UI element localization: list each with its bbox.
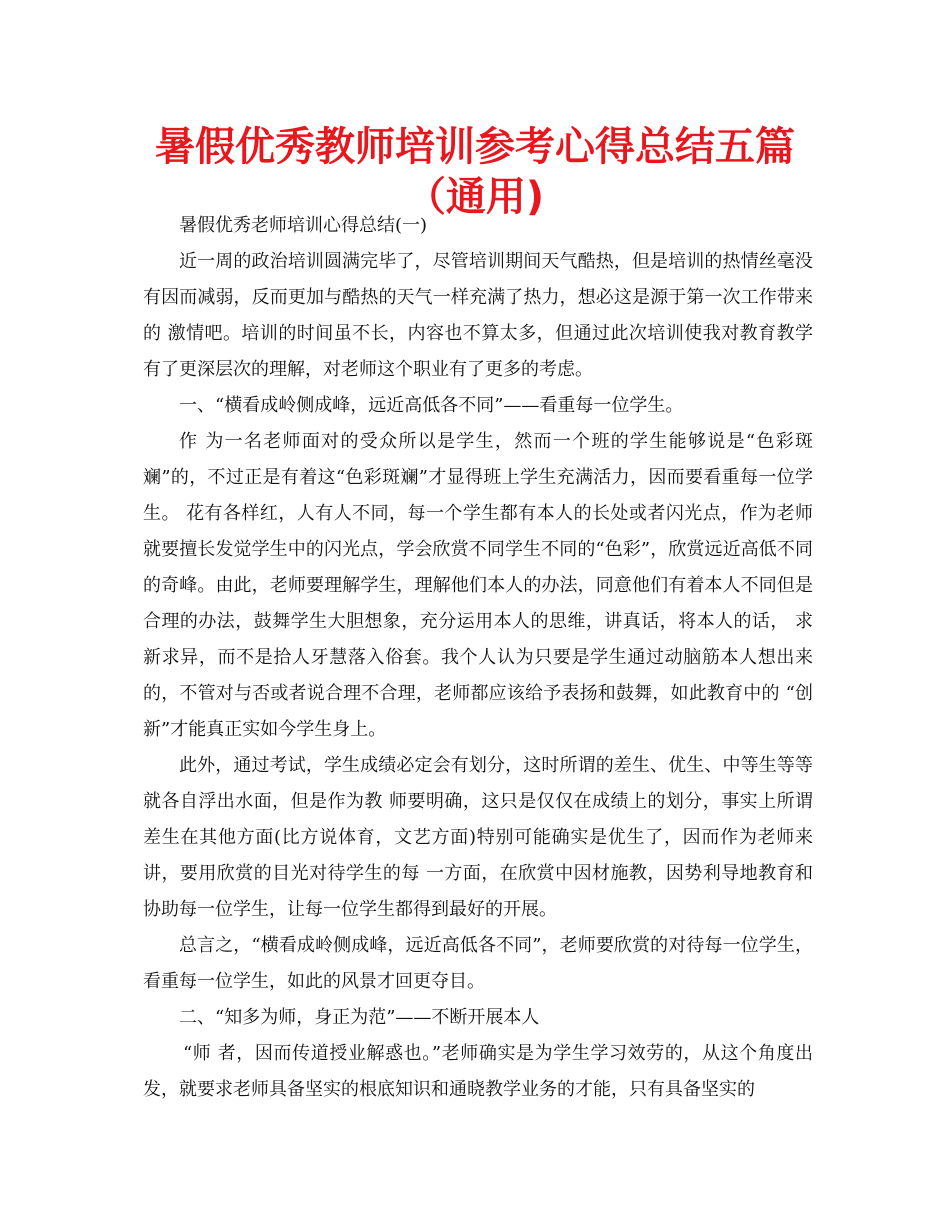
paragraph: 作 为一名老师面对的受众所以是学生，然而一个班的学生能够说是“色彩斑斓”的，不过正是有着这“色彩斑斓”才显得班上学生充满活力，因而要看重每一位学生。 花有各样红，人有人不同，每一个学生都有本人的长处或者闪光点，作为老师就要擅长发觉学生中的闪光点，学会欣赏不同学生不同的“色彩”，欣赏远近高低不同 的奇峰。由此，老师要理解学生，理解他们本人的办法，同意他们有着本人不同但是合理的办法，鼓舞学生大胆想象，充分运用本人的思维，讲真话，将本人的话， 求新求异，而不是拾人牙慧落入俗套。我个人认为只要是学生通过动脑筋本人想出来的，不管对与否或者说合理不合理，老师都应该给予表扬和鼓舞，如此教育中的 “创新”才能真正实如今学生身上。 — [143, 431, 813, 740]
section-heading: 一、“横看成岭侧成峰，远近高低各不同”——看重每一位学生。 — [179, 395, 684, 416]
paragraph: 此外，通过考试，学生成绩必定会有划分，这时所谓的差生、优生、中等生等等就各自浮出水面，但是作为教 师要明确，这只是仅仅在成绩上的划分，事实上所谓差生在其他方面(比方说体育，文艺方面)特别可能确实是优生了，因而作为老师来讲，要用欣赏的目光对待学生的每 一方面，在欣赏中因材施教，因势利导地教育和协助每一位学生，让每一位学生都得到最好的开展。 — [143, 755, 813, 920]
document-title: 暑假优秀教师培训参考心得总结五篇（通用) — [155, 124, 795, 220]
paragraph: “师 者，因而传道授业解惑也。”老师确实是为学生学习效劳的，从这个角度出发，就要求老师具备坚实的根底知识和通晓教学业务的才能，只有具备坚实的 — [143, 1043, 813, 1100]
section-heading: 暑假优秀老师培训心得总结(一) — [179, 215, 428, 236]
paragraph: 近一周的政治培训圆满完毕了，尽管培训期间天气酷热，但是培训的热情丝毫没有因而减弱，反而更加与酷热的天气一样充满了热力，想必这是源于第一次工作带来的 激情吧。培训的时间虽不长，内容也不算太多，但通过此次培训使我对教育教学有了更深层次的理解，对老师这个职业有了更多的考虑。 — [143, 251, 813, 380]
section-heading: 二、“知多为师，身正为范”——不断开展本人 — [179, 1007, 540, 1028]
paragraph: 总言之，“横看成岭侧成峰，远近高低各不同”，老师要欣赏的对待每一位学生，看重每一位学生，如此的风景才回更夺目。 — [143, 935, 813, 992]
document-body — [143, 208, 813, 1108]
